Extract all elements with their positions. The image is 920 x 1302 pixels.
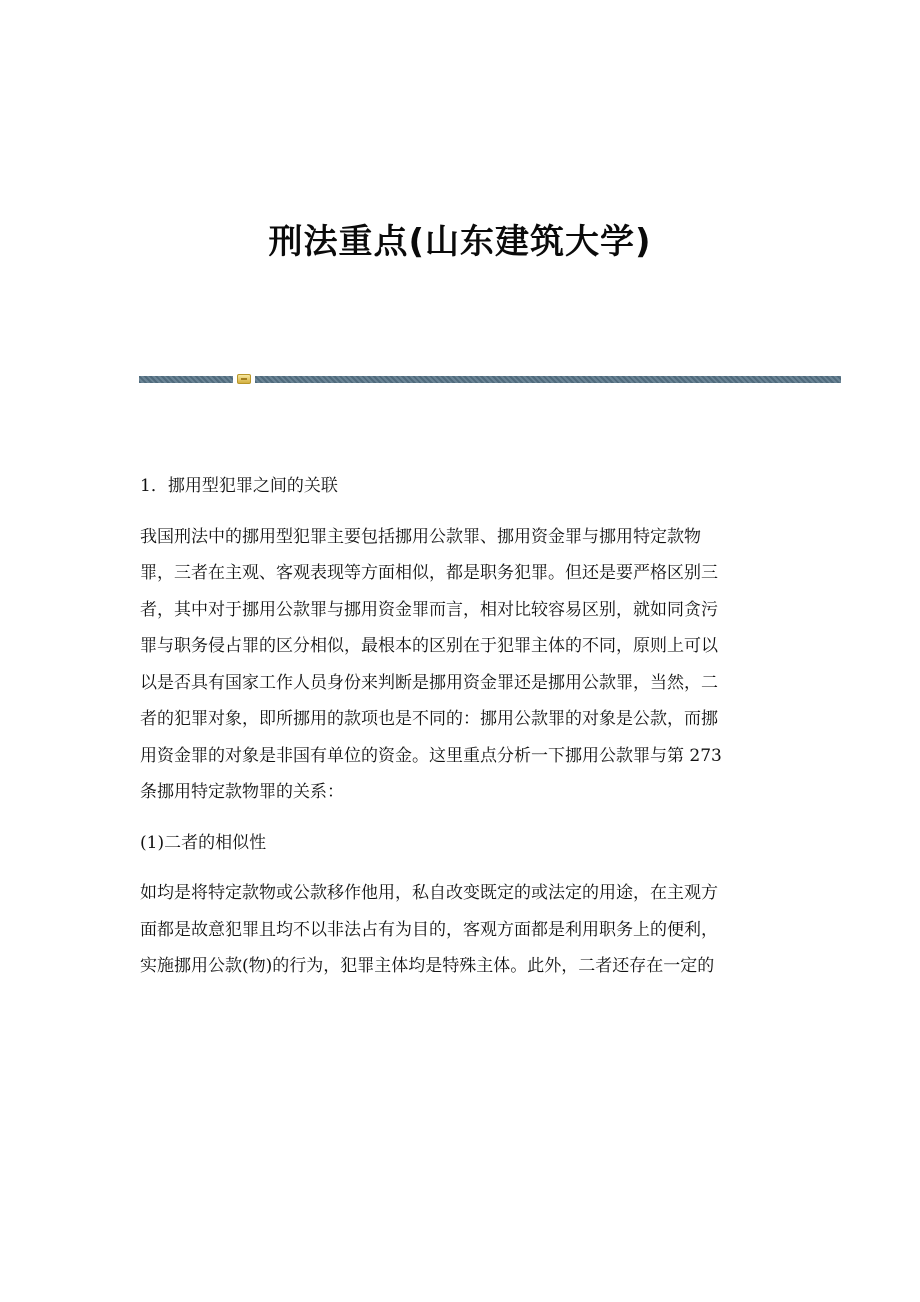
paragraph-line: 罪，三者在主观、客观表现等方面相似，都是职务犯罪。但还是要严格区别三 (140, 563, 718, 583)
divider-bar-right (255, 376, 841, 383)
paragraph-line: 者的犯罪对象，即所挪用的款项也是不同的：挪用公款罪的对象是公款，而挪 (140, 709, 718, 729)
paragraph-line: 罪与职务侵占罪的区分相似，最根本的区别在于犯罪主体的不同，原则上可以 (140, 636, 718, 656)
paragraph-line: 用资金罪的对象是非国有单位的资金。这里重点分析一下挪用公款罪与第 273 (140, 745, 722, 766)
paragraph-line: 以是否具有国家工作人员身份来判断是挪用资金罪还是挪用公款罪，当然，二 (140, 672, 718, 693)
paragraph-line: 面都是故意犯罪且均不以非法占有为目的，客观方面都是利用职务上的便利， (140, 919, 718, 940)
paragraph-line: 条挪用特定款物罪的关系： (140, 782, 344, 802)
section-heading: 1．挪用型犯罪之间的关联 (140, 476, 338, 496)
document-title: 刑法重点(山东建筑大学) (268, 222, 652, 262)
subsection-heading: (1)二者的相似性 (140, 832, 267, 853)
paragraph-line: 者，其中对于挪用公款罪与挪用资金罪而言，相对比较容易区别，就如同贪污 (140, 599, 718, 620)
paragraph-line: 如均是将特定款物或公款移作他用，私自改变既定的或法定的用途，在主观方 (140, 883, 718, 903)
paragraph-1 (140, 519, 772, 811)
paragraph-2 (140, 875, 772, 985)
divider-bar-left (139, 376, 233, 383)
title-divider (139, 374, 841, 384)
divider-ornament-icon (237, 374, 251, 384)
paragraph-line: 我国刑法中的挪用型犯罪主要包括挪用公款罪、挪用资金罪与挪用特定款物 (140, 526, 701, 547)
document-body (140, 468, 772, 985)
paragraph-line: 实施挪用公款(物)的行为，犯罪主体均是特殊主体。此外，二者还存在一定的 (140, 956, 715, 976)
